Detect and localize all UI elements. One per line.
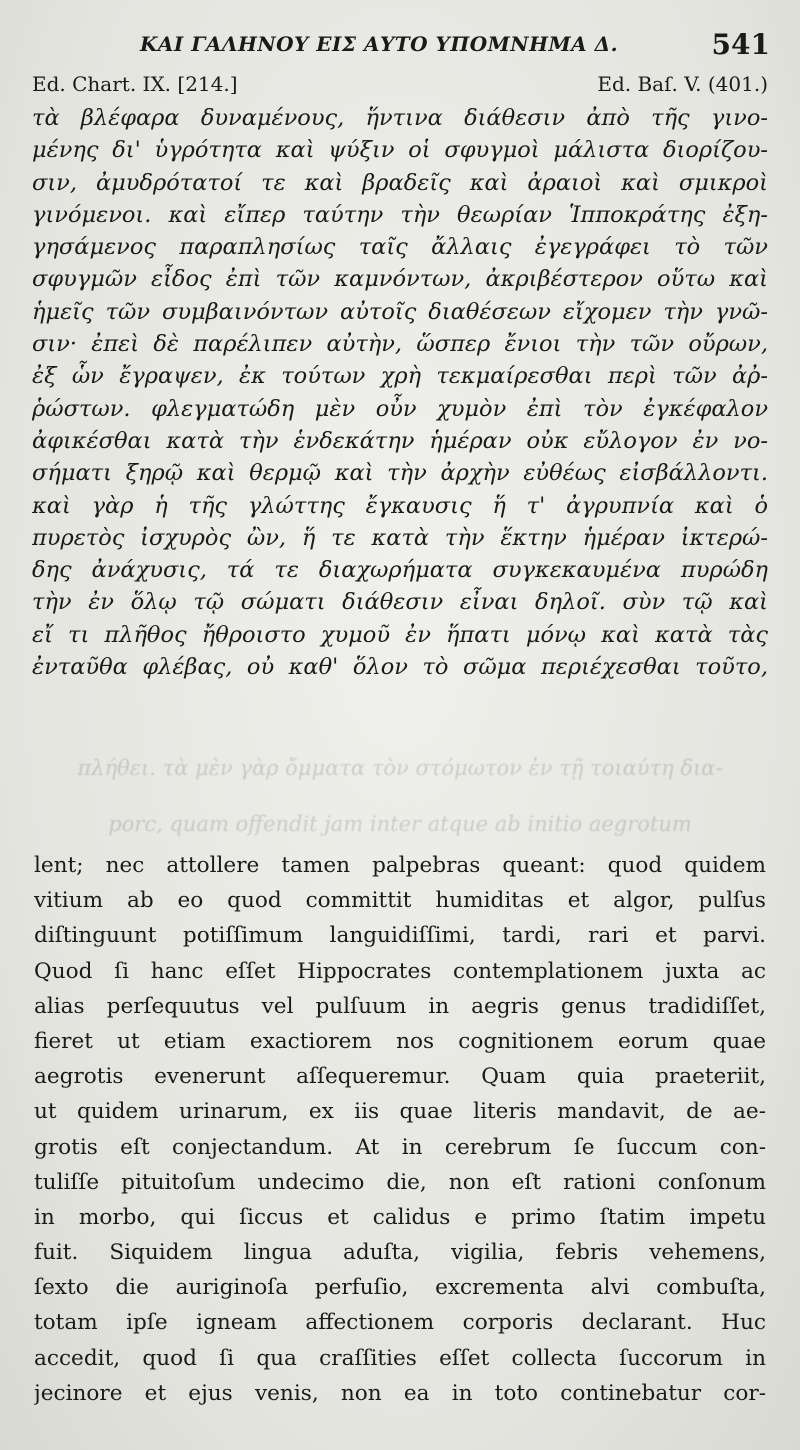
latin-text-line: ſexto die auriginoſa perfuſio, excrementa alvi combuſta, bbox=[34, 1275, 766, 1301]
greek-text-line: ῥώστων. φλεγματώδη μὲν οὖν χυμὸν ἐπὶ τὸν ἐγκέφαλον bbox=[32, 395, 768, 422]
bleed-through-line: πλήθει. τὰ μὲν γὰρ ὄμματα τὸν στόμωτον ἐν τῇ τοιαύτη δια- bbox=[77, 756, 723, 780]
greek-text-line: μένης δι' ὑγρότητα καὶ ψύξιν οἱ σφυγμοὶ μάλιστα διορίζου- bbox=[32, 137, 768, 164]
greek-text-block bbox=[32, 102, 768, 683]
bleed-through-line: porc, quam offendit jam inter atque ab initio aegrotum bbox=[108, 812, 692, 836]
latin-text-line: fuit. Siquidem lingua aduſta, vigilia, febris vehemens, bbox=[34, 1240, 766, 1266]
greek-text-line: τὰ βλέφαρα δυναμένους, ἥντινα διάθεσιν ἀπὸ τῆς γινο- bbox=[32, 105, 768, 131]
latin-text-line: fieret ut etiam exactiorem nos cognitionem eorum quae bbox=[34, 1028, 766, 1054]
latin-text-line: diſtinguunt potiſſimum languidiſſimi, tardi, rari et parvi. bbox=[34, 923, 766, 949]
latin-text-line: Quod ſi hanc eſſet Hippocrates contemplationem juxta ac bbox=[34, 958, 766, 984]
greek-text-line: σήματι ξηρῷ καὶ θερμῷ καὶ τὴν ἀρχὴν εὐθέως εἰσβάλλοντι. bbox=[32, 460, 768, 487]
greek-text-line: ἀφικέσθαι κατὰ τὴν ἑνδεκάτην ἡμέραν οὐκ εὔλογον ἐν νο- bbox=[32, 427, 768, 454]
latin-text-line: lent; nec attollere tamen palpebras queant: quod quidem bbox=[34, 853, 766, 878]
page-number: 541 bbox=[711, 28, 770, 61]
greek-text-line: ἐξ ὧν ἔγραψεν, ἐκ τούτων χρὴ τεκμαίρεσθαι περὶ τῶν ἀῤ- bbox=[32, 363, 768, 390]
latin-text-block bbox=[34, 848, 766, 1411]
latin-text-line: in morbo, qui ſiccus et calidus e primo ſtatim impetu bbox=[34, 1204, 766, 1230]
greek-text-line: σιν, ἀμυδρότατοί τε καὶ βραδεῖς καὶ ἀραιοὶ καὶ σμικροὶ bbox=[32, 169, 768, 196]
greek-text-line: γινόμενοι. καὶ εἴπερ ταύτην τὴν θεωρίαν Ἱπποκράτης ἐξη- bbox=[32, 201, 768, 228]
latin-text-line: ut quidem urinarum, ex iis quae literis mandavit, de ae- bbox=[34, 1099, 766, 1125]
bleed-through-text bbox=[32, 740, 768, 840]
running-title: ΚΑΙ ΓΑΛΗΝΟΥ ΕΙΣ ΑΥΤΟ ΥΠΟΜΝΗΜΑ Δ. bbox=[140, 32, 619, 56]
latin-text-line: accedit, quod ſi qua craſſities eſſet collecta ſuccorum in bbox=[34, 1345, 766, 1371]
edition-basel-reference: Ed. Baſ. V. (401.) bbox=[597, 72, 768, 96]
latin-text-line: grotis eſt conjectandum. At in cerebrum ſe ſuccum con- bbox=[34, 1134, 766, 1160]
greek-text-line: τὴν ἐν ὅλῳ τῷ σώματι διάθεσιν εἶναι δηλοῖ. σὺν τῷ καὶ bbox=[32, 589, 768, 616]
latin-text-line: totam ipſe igneam affectionem corporis declarant. Huc bbox=[34, 1310, 766, 1336]
latin-text-line: tuliſſe pituitoſum undecimo die, non eſt rationi conſonum bbox=[34, 1169, 766, 1195]
latin-text-line: aegrotis evenerunt aſſequeremur. Quam quia praeteriit, bbox=[34, 1064, 766, 1090]
greek-text-line: σφυγμῶν εἶδος ἐπὶ τῶν καμνόντων, ἀκριβέστερον οὕτω καὶ bbox=[32, 266, 768, 293]
edition-chartier-reference: Ed. Chart. IX. [214.] bbox=[32, 72, 238, 96]
latin-text-line: vitium ab eo quod committit humiditas et algor, pulſus bbox=[34, 888, 766, 914]
greek-text-line: δης ἀνάχυσις, τά τε διαχωρήματα συγκεκαυμένα πυρώδη bbox=[32, 557, 768, 584]
edition-reference-line bbox=[32, 72, 768, 102]
greek-text-line: καὶ γὰρ ἡ τῆς γλώττης ἔγκαυσις ἥ τ' ἀγρυπνία καὶ ὁ bbox=[32, 492, 768, 519]
greek-text-line: ἐνταῦθα φλέβας, οὐ καθ' ὅλον τὸ σῶμα περιέχεσθαι τοῦτο, bbox=[32, 654, 768, 681]
greek-text-line: εἴ τι πλῆθος ἤθροιστο χυμοῦ ἐν ἥπατι μόνῳ καὶ κατὰ τὰς bbox=[32, 621, 768, 648]
greek-text-line: γησάμενος παραπλησίως ταῖς ἄλλαις ἐγεγράφει τὸ τῶν bbox=[32, 234, 768, 261]
greek-text-line: σιν· ἐπεὶ δὲ παρέλιπεν αὐτὴν, ὥσπερ ἔνιοι τὴν τῶν οὔρων, bbox=[32, 331, 768, 358]
greek-text-line: ἡμεῖς τῶν συμβαινόντων αὐτοῖς διαθέσεων εἴχομεν τὴν γνῶ- bbox=[32, 298, 768, 325]
running-head bbox=[30, 22, 770, 70]
greek-text-line: πυρετὸς ἰσχυρὸς ὢν, ἥ τε κατὰ τὴν ἕκτην ἡμέραν ἰκτερώ- bbox=[32, 524, 768, 551]
latin-text-line: alias perſequutus vel pulſuum in aegris genus tradidiſſet, bbox=[34, 993, 766, 1019]
latin-text-line: jecinore et ejus venis, non ea in toto continebatur cor- bbox=[34, 1380, 766, 1406]
